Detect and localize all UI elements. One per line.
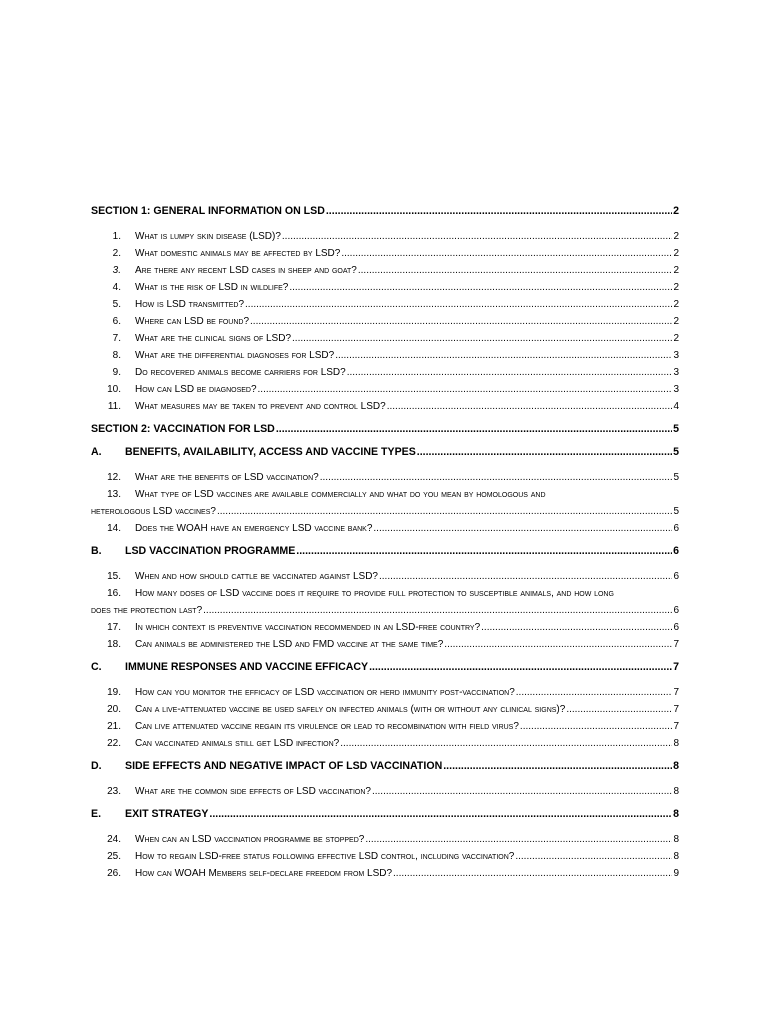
toc-item-number: 10. (107, 384, 121, 395)
toc-section-title: SECTION 2: VACCINATION FOR LSD (91, 423, 275, 435)
toc-item-text: Can a live-attenuated vaccine be used safely on infected animals (with or without any clinical signs)? (135, 704, 566, 715)
toc-item-number: 6. (112, 316, 121, 327)
toc-item-text-continued: heterologous LSD vaccines? (91, 506, 216, 517)
toc-page-number: 2 (673, 205, 679, 217)
toc-item[interactable] (91, 684, 679, 701)
toc-item[interactable] (91, 619, 679, 636)
toc-item[interactable] (91, 347, 679, 364)
toc-item-text: Where can LSD be found? (135, 316, 250, 327)
toc-item-text: How can you monitor the efficacy of LSD vaccination or herd immunity post-vaccination? (135, 687, 515, 698)
toc-subsection-title: EXIT STRATEGY (125, 808, 209, 820)
toc-page-number: 8 (673, 808, 679, 820)
toc-item-number: 19. (107, 687, 121, 698)
toc-item-number: 2. (112, 248, 121, 259)
toc-item-text: How is LSD transmitted? (135, 299, 245, 310)
toc-item[interactable] (91, 245, 679, 262)
toc-subsection-a[interactable] (91, 444, 679, 461)
toc-item[interactable] (91, 279, 679, 296)
toc-section-2[interactable] (91, 421, 679, 438)
toc-item-number: 4. (112, 282, 121, 293)
toc-item[interactable] (91, 848, 679, 865)
table-of-contents (91, 203, 681, 882)
toc-item-number: 15. (107, 571, 121, 582)
toc-page-number: 7 (673, 687, 679, 698)
toc-page-number: 2 (673, 333, 679, 344)
toc-item[interactable] (91, 636, 679, 653)
toc-item[interactable] (91, 398, 679, 415)
toc-section-1[interactable] (91, 203, 679, 220)
toc-page-number: 8 (673, 738, 679, 749)
toc-subsection-letter: D. (91, 760, 102, 772)
toc-item[interactable] (91, 865, 679, 882)
toc-item[interactable] (91, 585, 681, 619)
toc-item[interactable] (91, 486, 681, 520)
toc-item-number: 7. (112, 333, 121, 344)
toc-item-text: Can animals be administered the LSD and FMD vaccine at the same time? (135, 639, 444, 650)
toc-subsection-title: BENEFITS, AVAILABILITY, ACCESS AND VACCINE TYPES (125, 446, 416, 458)
toc-item-text-continued: does the protection last? (91, 605, 203, 616)
toc-item-text: How can WOAH Members self-declare freedom from LSD? (135, 868, 393, 879)
toc-page-number: 8 (673, 851, 679, 862)
toc-page-number: 2 (673, 316, 679, 327)
toc-item[interactable] (91, 364, 679, 381)
toc-item-number: 20. (107, 704, 121, 715)
toc-item-number: 9. (112, 367, 121, 378)
toc-item-text: When can an LSD vaccination programme be stopped? (135, 834, 365, 845)
toc-item-text: Can vaccinated animals still get LSD infection? (135, 738, 340, 749)
toc-item-number: 26. (107, 868, 121, 879)
toc-page-number: 2 (673, 299, 679, 310)
toc-item[interactable] (91, 313, 679, 330)
toc-subsection-b[interactable] (91, 543, 679, 560)
toc-item-text: What is lumpy skin disease (LSD)? (135, 231, 281, 242)
toc-subsection-c[interactable] (91, 659, 679, 676)
toc-item-text: What is the risk of LSD in wildlife? (135, 282, 289, 293)
toc-subsection-letter: B. (91, 545, 102, 557)
toc-item[interactable] (91, 330, 679, 347)
toc-item-text: What type of LSD vaccines are available commercially and what do you mean by homologous and (135, 489, 546, 500)
toc-item-text: In which context is preventive vaccination recommended in an LSD-free country? (135, 622, 481, 633)
toc-item-text: What measures may be taken to prevent and control LSD? (135, 401, 386, 412)
toc-page-number: 7 (673, 704, 679, 715)
toc-page-number: 2 (673, 282, 679, 293)
toc-item-text: Do recovered animals become carriers for LSD? (135, 367, 346, 378)
toc-item-number: 22. (107, 738, 121, 749)
toc-page-number: 2 (673, 231, 679, 242)
toc-item-text: How can LSD be diagnosed? (135, 384, 257, 395)
toc-subsection-title: LSD VACCINATION PROGRAMME (125, 545, 296, 557)
toc-section-title: SECTION 1: GENERAL INFORMATION ON LSD (91, 205, 325, 217)
toc-page-number: 6 (673, 622, 679, 633)
toc-item-number: 11. (107, 401, 121, 412)
toc-item-text: What are the benefits of LSD vaccination? (135, 472, 319, 483)
toc-item-text: What are the clinical signs of LSD? (135, 333, 292, 344)
toc-page-number: 6 (673, 545, 679, 557)
toc-item-text: What domestic animals may be affected by LSD? (135, 248, 341, 259)
toc-page-number: 8 (673, 760, 679, 772)
toc-subsection-letter: E. (91, 808, 102, 820)
toc-page-number: 4 (673, 401, 679, 412)
toc-item-number: 21. (107, 721, 121, 732)
toc-page-number: 5 (673, 446, 679, 458)
toc-item[interactable] (91, 469, 679, 486)
toc-subsection-title: IMMUNE RESPONSES AND VACCINE EFFICACY (125, 661, 369, 673)
toc-page-number: 2 (673, 248, 679, 259)
toc-page-number: 5 (673, 472, 679, 483)
toc-item-text: Does the WOAH have an emergency LSD vaccine bank? (135, 523, 373, 534)
toc-page-number: 5 (673, 506, 679, 517)
toc-item[interactable] (91, 520, 679, 537)
toc-item-number: 13. (107, 489, 121, 500)
toc-item[interactable] (91, 701, 679, 718)
toc-item[interactable] (91, 228, 679, 245)
toc-item[interactable] (91, 735, 679, 752)
toc-item[interactable] (91, 381, 679, 398)
toc-item-text: What are the common side effects of LSD vaccination? (135, 786, 371, 797)
toc-subsection-letter: A. (91, 446, 102, 458)
toc-page-number: 8 (673, 786, 679, 797)
toc-item-number: 17. (107, 622, 121, 633)
toc-item-text: How many doses of LSD vaccine does it require to provide full protection to susceptible animals, and how long (135, 588, 614, 599)
toc-item-number: 18. (107, 639, 121, 650)
toc-item-number: 5. (112, 299, 121, 310)
toc-item-number: 25. (107, 851, 121, 862)
toc-item-number: 14. (107, 523, 121, 534)
toc-item-number: 8. (112, 350, 121, 361)
toc-item[interactable] (91, 831, 679, 848)
toc-item-text: Are there any recent LSD cases in sheep and goat? (135, 265, 357, 276)
toc-item[interactable] (91, 296, 679, 313)
toc-item-number: 1. (112, 231, 121, 242)
toc-item-text: How to regain LSD-free status following effective LSD control, including vaccination? (135, 851, 515, 862)
toc-item[interactable] (91, 783, 679, 800)
toc-page-number: 8 (673, 834, 679, 845)
toc-item-number: 24. (107, 834, 121, 845)
toc-item-number: 16. (107, 588, 121, 599)
toc-subsection-e[interactable] (91, 806, 679, 823)
toc-page-number: 6 (673, 523, 679, 534)
toc-item[interactable] (91, 568, 679, 585)
toc-page-number: 7 (673, 661, 679, 673)
toc-page-number: 3 (673, 350, 679, 361)
toc-subsection-title: SIDE EFFECTS AND NEGATIVE IMPACT OF LSD VACCINATION (125, 760, 443, 772)
toc-item-text: What are the differential diagnoses for LSD? (135, 350, 335, 361)
toc-page-number: 6 (673, 605, 679, 616)
toc-item-text: When and how should cattle be vaccinated against LSD? (135, 571, 378, 582)
toc-subsection-d[interactable] (91, 758, 679, 775)
toc-item[interactable] (91, 718, 679, 735)
toc-item[interactable] (91, 262, 679, 279)
toc-subsection-letter: C. (91, 661, 102, 673)
toc-page-number: 2 (673, 265, 679, 276)
toc-page-number: 9 (673, 868, 679, 879)
toc-page-number: 7 (673, 639, 679, 650)
toc-item-number: 3. (112, 265, 121, 276)
toc-page-number: 3 (673, 367, 679, 378)
toc-page-number: 7 (673, 721, 679, 732)
toc-page-number: 6 (673, 571, 679, 582)
toc-item-number: 12. (107, 472, 121, 483)
toc-page-number: 5 (673, 423, 679, 435)
toc-page-number: 3 (673, 384, 679, 395)
toc-item-number: 23. (107, 786, 121, 797)
toc-item-text: Can live attenuated vaccine regain its virulence or lead to recombination with field virus? (135, 721, 519, 732)
